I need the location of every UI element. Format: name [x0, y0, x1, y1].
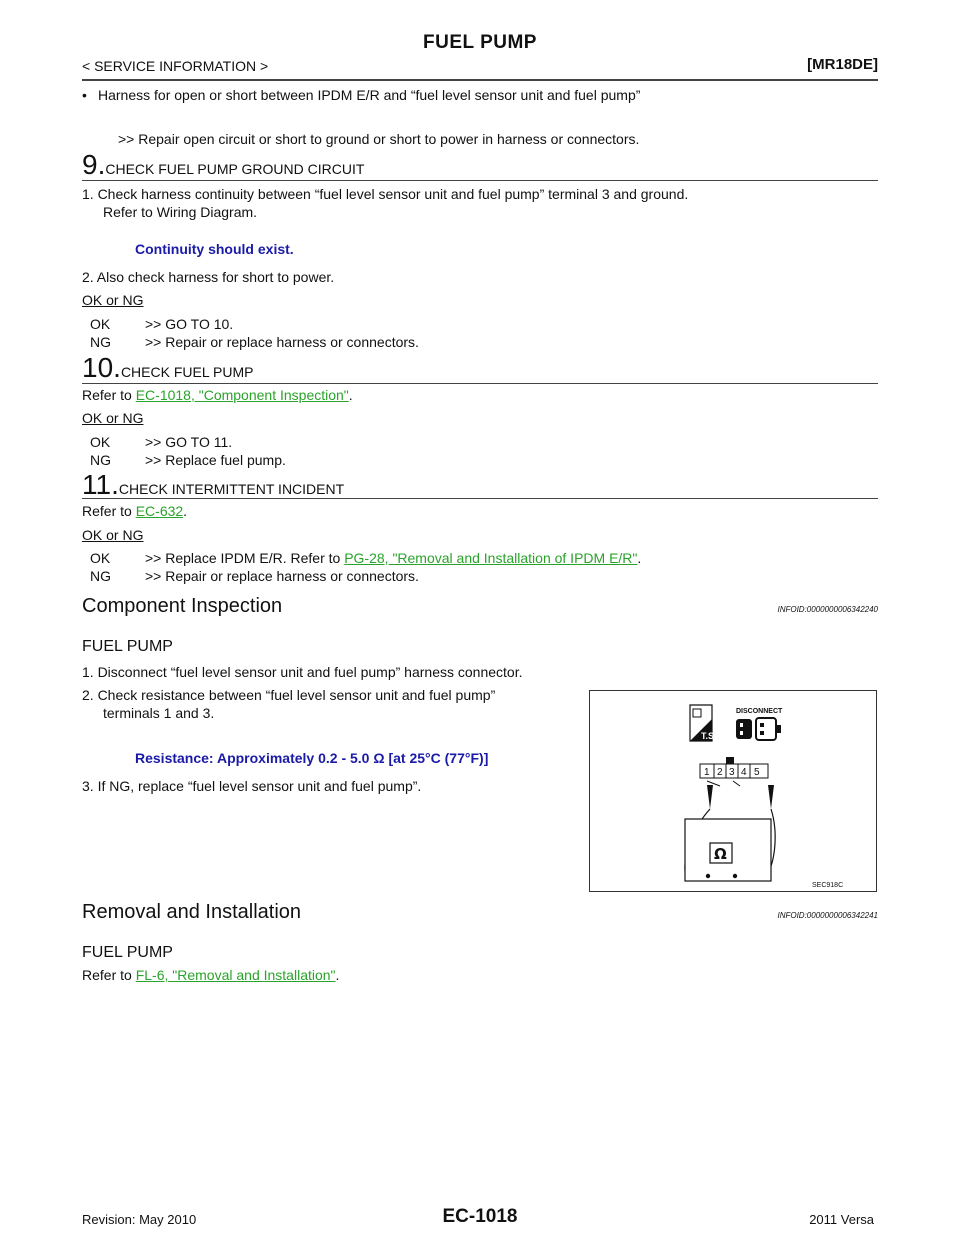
step11-ok-link[interactable]: PG-28, "Removal and Installation of IPDM E/R": [344, 550, 638, 566]
step9-title: CHECK FUEL PUMP GROUND CIRCUIT: [105, 161, 365, 177]
ci-item2b: terminals 1 and 3.: [103, 705, 215, 721]
step11-ok-prefix: >> Replace IPDM E/R. Refer to: [145, 550, 345, 566]
ts-icon: [690, 705, 717, 741]
step11-ok-or-ng: OK or NG: [82, 527, 144, 543]
step10-refer-suffix: .: [348, 387, 353, 403]
step10-title: CHECK FUEL PUMP: [120, 364, 254, 380]
step10-rule: [82, 383, 878, 384]
step11-refer: [82, 503, 187, 520]
figure-code: SEC918C: [812, 882, 844, 889]
terminal-2: 2: [717, 767, 723, 778]
ci-item1: 1. Disconnect “fuel level sensor unit and fuel pump” harness connector.: [82, 664, 523, 680]
removal-heading: Removal and Installation: [82, 901, 302, 923]
step11-rule: [82, 498, 878, 499]
removal-refer: [82, 967, 339, 984]
page-title: FUEL PUMP: [423, 32, 537, 53]
disconnect-icon: [736, 708, 783, 740]
ts-label: T.S.: [701, 731, 717, 741]
step9-ok-text: >> GO TO 10.: [145, 316, 234, 332]
step10-refer: [82, 387, 353, 404]
step11-title: CHECK INTERMITTENT INCIDENT: [118, 481, 345, 497]
disconnect-label: DISCONNECT: [736, 708, 783, 715]
step10-ng-label: NG: [90, 452, 111, 468]
header-rule: [82, 79, 878, 81]
intro-repair: >> Repair open circuit or short to ground or short to power in harness or connectors.: [118, 131, 640, 147]
step10-refer-prefix: Refer to: [82, 387, 136, 403]
ohmmeter: [685, 819, 771, 881]
terminal-4: 4: [741, 767, 747, 778]
step9-heading: [82, 149, 364, 181]
intro-bullet-text: Harness for open or short between IPDM E/R and “fuel level sensor unit and fuel pump”: [98, 87, 641, 103]
probe-right: [733, 781, 774, 809]
step10-ok-or-ng: OK or NG: [82, 410, 144, 426]
terminal-3: 3: [729, 767, 735, 778]
step9-ok-label: OK: [90, 316, 111, 332]
footer-page-number: EC-1018: [442, 1206, 518, 1227]
step11-ok-label: OK: [90, 550, 111, 566]
footer-model: 2011 Versa: [809, 1212, 874, 1227]
probe-left: [707, 781, 720, 809]
step9-number: 9.: [82, 149, 106, 180]
step11-refer-link[interactable]: EC-632: [135, 503, 184, 519]
component-inspection-heading: Component Inspection: [82, 595, 283, 617]
removal-sub: FUEL PUMP: [82, 944, 173, 961]
removal-refer-suffix: .: [335, 967, 340, 983]
step11-ok-suffix: .: [637, 550, 642, 566]
terminal-5: 5: [754, 767, 760, 778]
step9-line1: 1. Check harness continuity between “fuel level sensor unit and fuel pump” terminal 3 and ground.: [82, 186, 689, 202]
section-label: < SERVICE INFORMATION >: [82, 58, 269, 74]
step9-line2: 2. Also check harness for short to power.: [82, 269, 335, 285]
component-inspection-infoid: INFOID:0000000006342240: [777, 605, 878, 614]
intro-bullet: •: [82, 87, 87, 103]
step11-ng-label: NG: [90, 568, 111, 584]
ci-item3: 3. If NG, replace “fuel level sensor unit and fuel pump”.: [82, 778, 422, 794]
connector: [700, 757, 768, 778]
step10-heading: [82, 352, 253, 384]
step10-number: 10.: [82, 352, 121, 383]
removal-refer-prefix: Refer to: [82, 967, 136, 983]
footer-revision: Revision: May 2010: [82, 1212, 197, 1227]
terminal-1: 1: [704, 767, 710, 778]
step10-refer-link[interactable]: EC-1018, "Component Inspection": [135, 387, 349, 403]
step9-ng-text: >> Repair or replace harness or connectors.: [145, 334, 419, 350]
component-inspection-sub: FUEL PUMP: [82, 638, 173, 655]
step9-ok-or-ng: OK or NG: [82, 292, 144, 308]
figure-drawing: [590, 691, 876, 891]
step9-ng-label: NG: [90, 334, 111, 350]
step10-ok-label: OK: [90, 434, 111, 450]
step11-heading: [82, 469, 344, 501]
step11-refer-suffix: .: [183, 503, 188, 519]
step11-number: 11.: [82, 469, 119, 500]
removal-infoid: INFOID:0000000006342241: [777, 911, 878, 920]
step10-ng-text: >> Replace fuel pump.: [145, 452, 286, 468]
step11-ok-text: [145, 550, 641, 567]
ci-spec: Resistance: Approximately 0.2 - 5.0 Ω [at 25°C (77°F)]: [135, 750, 489, 766]
step9-spec: Continuity should exist.: [135, 241, 294, 257]
engine-code: [MR18DE]: [807, 56, 878, 73]
resistance-figure: [589, 690, 877, 892]
step9-line1b: Refer to Wiring Diagram.: [103, 204, 258, 220]
ci-item2a: 2. Check resistance between “fuel level sensor unit and fuel pump”: [82, 687, 496, 703]
step11-ng-text: >> Repair or replace harness or connectors.: [145, 568, 419, 584]
step11-refer-prefix: Refer to: [82, 503, 136, 519]
ohm-symbol: Ω: [714, 845, 727, 863]
step10-ok-text: >> GO TO 11.: [145, 434, 233, 450]
removal-refer-link[interactable]: FL-6, "Removal and Installation": [135, 967, 336, 983]
step9-rule: [82, 180, 878, 181]
